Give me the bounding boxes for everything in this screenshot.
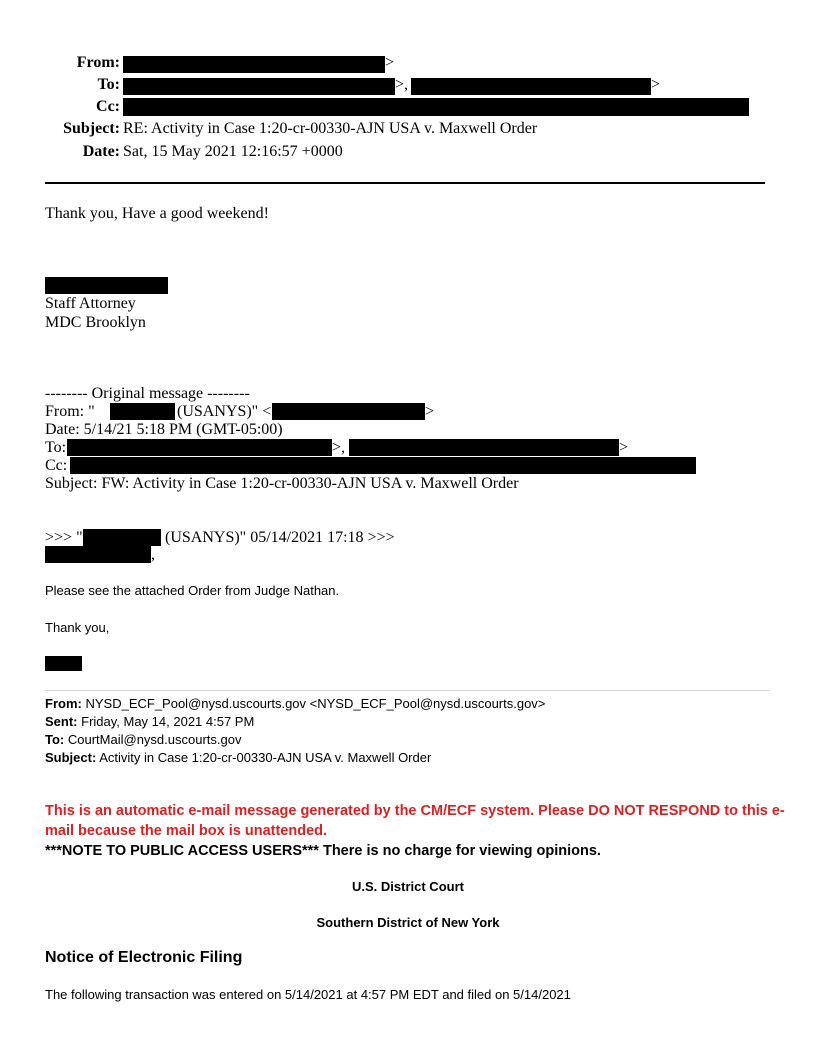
auto-notice-line-2: mail because the mail box is unattended.: [45, 823, 328, 839]
redaction-block: [45, 656, 82, 671]
court-name: U.S. District Court: [352, 879, 464, 894]
redaction-block: [83, 529, 161, 546]
date-label: Date:: [82, 143, 120, 160]
quote-body-2: Thank you,: [45, 620, 110, 635]
orig-subject: Subject: FW: Activity in Case 1:20-cr-00330-AJN USA v. Maxwell Order: [45, 475, 519, 492]
fwd-subject-line: [45, 750, 431, 765]
orig-from-mid: (USANYS)" <: [177, 403, 272, 420]
fwd-to-label: To:: [45, 732, 65, 747]
fwd-from-line: [45, 696, 545, 711]
to-gt: >: [651, 76, 661, 93]
redaction-block: [349, 439, 619, 456]
redaction-block: [123, 78, 395, 95]
fwd-sent-value: Friday, May 14, 2021 4:57 PM: [81, 714, 255, 729]
fwd-sent-label: Sent:: [45, 714, 78, 729]
original-divider: -------- Original message --------: [45, 385, 250, 402]
quote-prefix: >>> ": [45, 529, 83, 546]
redaction-block: [110, 403, 175, 420]
orig-from-end: >: [425, 403, 435, 420]
cc-label: Cc:: [96, 98, 120, 115]
redaction-block: [123, 98, 749, 116]
fwd-sent-line: [45, 714, 254, 729]
from-gt: >: [385, 54, 395, 71]
subject-label: Subject:: [63, 120, 120, 137]
fwd-subject-value: Activity in Case 1:20-cr-00330-AJN USA v. Maxwell Order: [99, 750, 432, 765]
redaction-block: [45, 546, 151, 563]
redaction-block: [411, 78, 651, 95]
fwd-to-line: [45, 732, 241, 747]
signature-title: Staff Attorney: [45, 295, 136, 312]
district-name: Southern District of New York: [316, 915, 500, 930]
public-access-note: ***NOTE TO PUBLIC ACCESS USERS*** There is no charge for viewing opinions.: [45, 843, 601, 859]
redaction-block: [45, 277, 168, 294]
to-gt-comma: >,: [395, 76, 409, 93]
forward-divider: [45, 690, 770, 691]
auto-notice-line-1: This is an automatic e-mail message generated by the CM/ECF system. Please DO NOT RESPOND to this e-: [45, 803, 785, 819]
from-label: From:: [76, 54, 120, 71]
orig-date: Date: 5/14/21 5:18 PM (GMT-05:00): [45, 421, 283, 438]
transaction-line: The following transaction was entered on 5/14/2021 at 4:57 PM EDT and filed on 5/14/2021: [45, 987, 571, 1002]
header-divider: [45, 182, 765, 184]
orig-to-mid: >,: [332, 439, 346, 456]
reply-body: Thank you, Have a good weekend!: [45, 205, 269, 222]
redaction-block: [123, 56, 385, 73]
subject-value: RE: Activity in Case 1:20-cr-00330-AJN USA v. Maxwell Order: [123, 120, 538, 137]
quote-suffix: (USANYS)" 05/14/2021 17:18 >>>: [165, 529, 395, 546]
orig-from-prefix: From: ": [45, 403, 95, 420]
orig-to-label: To:: [45, 439, 67, 456]
orig-to-end: >: [619, 439, 629, 456]
fwd-from-value: NYSD_ECF_Pool@nysd.uscourts.gov <NYSD_ECF_Pool@nysd.uscourts.gov>: [85, 696, 546, 711]
fwd-to-value: CourtMail@nysd.uscourts.gov: [67, 732, 242, 747]
nef-heading: Notice of Electronic Filing: [45, 949, 243, 966]
quote-comma: ,: [151, 546, 155, 563]
quote-body-1: Please see the attached Order from Judge Nathan.: [45, 583, 340, 598]
redaction-block: [70, 457, 696, 474]
date-value: Sat, 15 May 2021 12:16:57 +0000: [123, 143, 343, 160]
redaction-block: [272, 403, 425, 420]
orig-cc-label: Cc:: [45, 457, 68, 474]
redaction-block: [67, 439, 332, 456]
fwd-from-label: From:: [45, 696, 82, 711]
fwd-subject-label: Subject:: [45, 750, 97, 765]
to-label: To:: [97, 76, 120, 93]
signature-org: MDC Brooklyn: [45, 314, 146, 331]
